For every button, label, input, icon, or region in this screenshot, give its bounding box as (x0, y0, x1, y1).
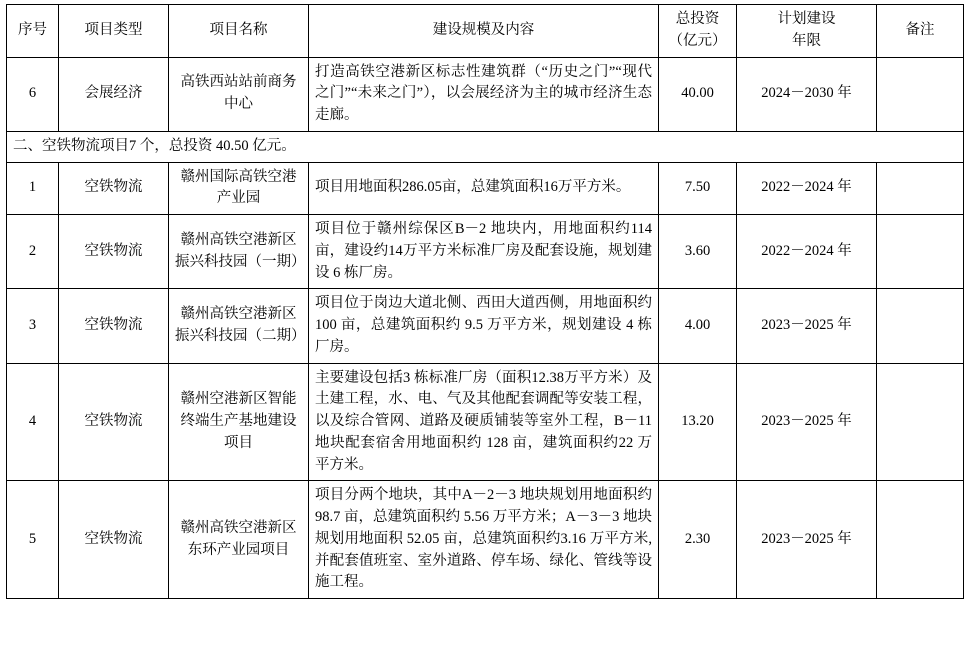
table-row (7, 57, 964, 131)
cell-scale: 项目分两个地块，其中A－2－3 地块规划用地面积约 98.7 亩，总建筑面积约 5.56 万平方米；A－3－3 地块规划用地面积 52.05 亩，总建筑面积约3.16 万平方米,并配套值班室、室外道路、停车场、绿化、管线等设施工程。 (309, 481, 659, 599)
cell-seq: 4 (7, 363, 59, 481)
header-type: 项目类型 (59, 5, 169, 58)
cell-remark (877, 481, 964, 599)
cell-remark (877, 162, 964, 215)
cell-years: 2023－2025 年 (737, 289, 877, 363)
table-row (7, 162, 964, 215)
cell-years: 2023－2025 年 (737, 481, 877, 599)
cell-seq: 3 (7, 289, 59, 363)
cell-scale: 项目用地面积286.05亩，总建筑面积16万平方米。 (309, 162, 659, 215)
table-row (7, 363, 964, 481)
cell-name: 赣州高铁空港新区振兴科技园（一期） (169, 215, 309, 289)
cell-seq: 2 (7, 215, 59, 289)
header-name: 项目名称 (169, 5, 309, 58)
header-years-line1: 计划建设 (777, 11, 836, 27)
cell-name: 高铁西站站前商务中心 (169, 57, 309, 131)
cell-name: 赣州高铁空港新区东环产业园项目 (169, 481, 309, 599)
header-invest (659, 5, 737, 58)
header-years (737, 5, 877, 58)
cell-seq: 5 (7, 481, 59, 599)
header-invest-line2: （亿元） (668, 32, 727, 49)
cell-scale: 项目位于岗边大道北侧、西田大道西侧，用地面积约100 亩，总建筑面积约 9.5 万平方米，规划建设 4 栋厂房。 (309, 289, 659, 363)
cell-scale: 打造高铁空港新区标志性建筑群（“历史之门”“现代之门”“未来之门”），以会展经济为主的城市经济生态走廊。 (309, 57, 659, 131)
cell-invest: 13.20 (659, 363, 737, 481)
cell-type: 空铁物流 (59, 481, 169, 599)
header-scale: 建设规模及内容 (309, 5, 659, 58)
cell-years: 2022－2024 年 (737, 215, 877, 289)
table-row (7, 481, 964, 599)
cell-years: 2023－2025 年 (737, 363, 877, 481)
cell-invest: 4.00 (659, 289, 737, 363)
header-remark: 备注 (877, 5, 964, 58)
cell-remark (877, 363, 964, 481)
cell-remark (877, 215, 964, 289)
section-heading-row (7, 131, 964, 162)
cell-type: 空铁物流 (59, 363, 169, 481)
cell-name: 赣州空港新区智能终端生产基地建设项目 (169, 363, 309, 481)
cell-type: 会展经济 (59, 57, 169, 131)
document-page (0, 4, 972, 653)
table-header-row (7, 5, 964, 58)
cell-invest: 3.60 (659, 215, 737, 289)
cell-remark (877, 57, 964, 131)
cell-seq: 6 (7, 57, 59, 131)
header-years-line2: 年限 (792, 32, 821, 49)
section-heading: 二、空铁物流项目7 个，总投资 40.50 亿元。 (7, 131, 964, 162)
cell-type: 空铁物流 (59, 162, 169, 215)
cell-invest: 40.00 (659, 57, 737, 131)
header-invest-line1: 总投资 (675, 11, 720, 27)
table-row (7, 289, 964, 363)
cell-seq: 1 (7, 162, 59, 215)
cell-name: 赣州国际高铁空港产业园 (169, 162, 309, 215)
cell-name: 赣州高铁空港新区振兴科技园（二期） (169, 289, 309, 363)
cell-years: 2024－2030 年 (737, 57, 877, 131)
table-row (7, 215, 964, 289)
cell-remark (877, 289, 964, 363)
cell-type: 空铁物流 (59, 215, 169, 289)
header-seq: 序号 (7, 5, 59, 58)
cell-invest: 2.30 (659, 481, 737, 599)
cell-scale: 主要建设包括3 栋标准厂房（面积12.38万平方米）及土建工程，水、电、气及其他配套调配等安装工程，以及综合管网、道路及硬质铺装等室外工程，B－11 地块配套宿舍用地面积约 128 亩，建筑面积约22 万平方米。 (309, 363, 659, 481)
cell-invest: 7.50 (659, 162, 737, 215)
project-table (6, 4, 964, 599)
cell-years: 2022－2024 年 (737, 162, 877, 215)
cell-scale: 项目位于赣州综保区B－2 地块内，用地面积约114 亩，建设约14万平方米标准厂房及配套设施，规划建设 6 栋厂房。 (309, 215, 659, 289)
cell-type: 空铁物流 (59, 289, 169, 363)
